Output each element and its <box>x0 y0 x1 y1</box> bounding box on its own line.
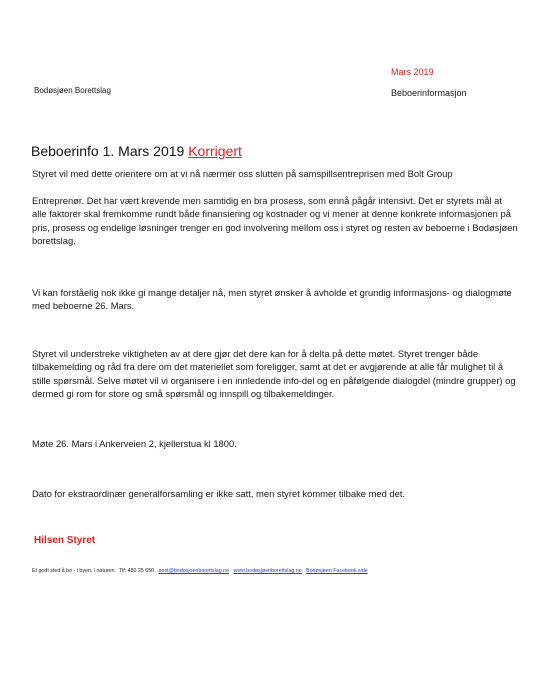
footer-website-link[interactable]: www.bodøsjøenborettslag.no <box>233 568 302 574</box>
paragraph-meeting-details: Møte 26. Mars i Ankerveien 2, kjellerstua kl 1800. <box>32 438 237 449</box>
footer-phone: Tlf: 480 25 650 <box>118 568 155 574</box>
footer <box>32 568 368 574</box>
page-title <box>31 143 242 159</box>
footer-email-link[interactable]: post@bodosjoenborettslag.no <box>158 568 230 574</box>
org-name: Bodøsjøen Borettslag <box>34 86 111 95</box>
footer-facebook-link[interactable]: Bodøsjøen Facebook side <box>306 568 368 574</box>
header-date: Mars 2019 <box>391 67 434 77</box>
title-main: Beboerinfo 1. Mars 2019 <box>31 143 185 159</box>
paragraph-importance: Styret vil understreke viktigheten av at dere gjør det dere kan for å delta på dette møtet. Styret trenger både tilbakemelding og råd fra dere om det materiellet som foreligger, samt at det er avgjørende at alle får mulighet til å stille spørsmål. Selve møtet vil vi organisere i en innledende info-del og en påfølgende dialogdel (mindre grupper) og dermed gi rom for store og små spørsmål og innspill og tilbakemeldinger. <box>32 348 516 399</box>
paragraph-entreprenor: Entreprenør. Det har vært krevende men samtidig en bra prosess, som ennå pågår intensivt. Det er styrets mål at alle faktorer skal fremkomme rundt både finansiering og kostnader og vi mener at denne konkrete informasjonen på pris, prosess og endelige løsninger trenger en god involvering mellom oss i styret og resten av beboerne i Bodøsjøen borettslag. <box>32 195 518 246</box>
signature: Hilsen Styret <box>34 535 96 546</box>
document-type: Beboerinformasjon <box>391 88 467 98</box>
footer-motto: Et godt sted å bo - i byen, i naturen <box>32 568 115 574</box>
paragraph-general-assembly: Dato for ekstraordinær generalforsamling er ikke satt, men styret kommer tilbake med det. <box>32 488 406 499</box>
correction-label: Korrigert <box>188 143 242 159</box>
paragraph-meeting-plan: Vi kan forståelig nok ikke gi mange detaljer nå, men styret ønsker å avholde et grundig informasjons- og dialogmøte med beboerne 26. Mars. <box>32 287 512 312</box>
paragraph-intro: Styret vil med dette orientere om at vi nå nærmer oss slutten på samspillsentreprisen med Bolt Group <box>32 168 453 179</box>
